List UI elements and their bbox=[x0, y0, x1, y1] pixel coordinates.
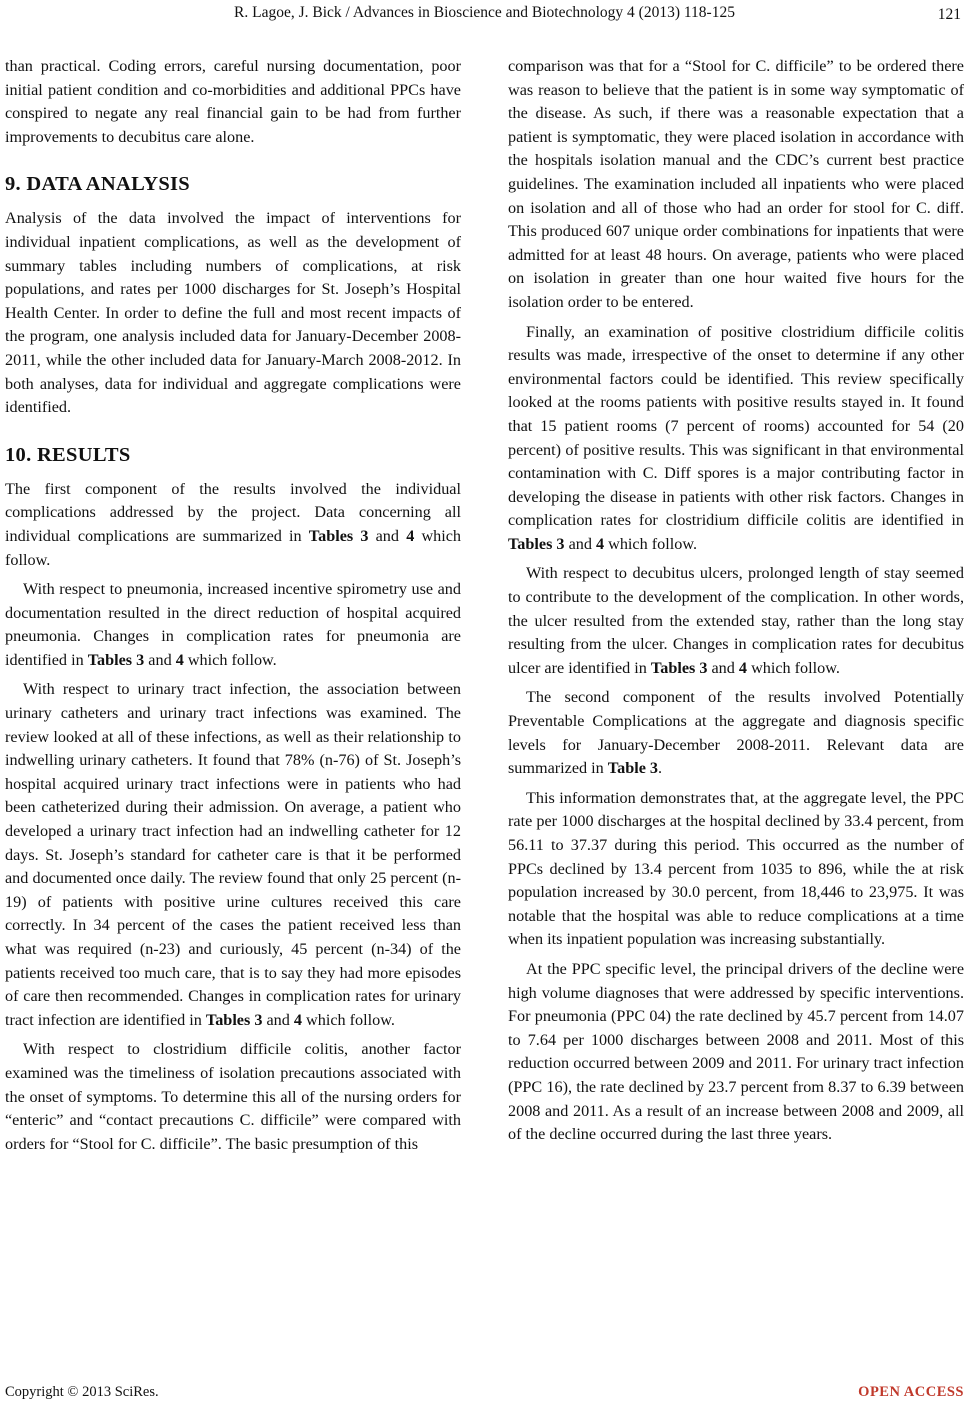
table-reference-link[interactable]: Tables 3 bbox=[308, 526, 369, 545]
text: and bbox=[707, 658, 739, 677]
right-column bbox=[508, 55, 964, 1147]
table-reference-link[interactable]: Tables 3 bbox=[205, 1010, 263, 1029]
paragraph: At the PPC specific level, the principal drivers of the decline were high volume diagnoses that were addressed by specific interventions. For pneumonia (PPC 04) the rate declined by 45.7 percent from 14.07 to 7.64 per 1000 discharges between 2008 and 2011. Most of this reduction occurred between 2009 and 2011. For urinary tract infection (PPC 16), the rate declined by 23.7 percent from 8.37 to 6.39 between 2008 and 2011. As a result of an increase between 2008 and 2009, all of the decline occurred during the last three years. bbox=[508, 959, 964, 1144]
text: Finally, an examination of positive clostridium difficile colitis results was made, irrespective of the onset to determine if any other environmental factors could be identified. This review specifically looked at the rooms patients with positive results stayed in. It found that 15 patient rooms (7 percent of rooms) accounted for 54 (20 percent) of positive results. This was significant in that environmental contamination with C. Diff spores is a major contributing factor in developing the disease in patients with other risk factors. Changes in complication rates for clostridium difficile colitis are identified in bbox=[508, 322, 964, 530]
paragraph: With respect to clostridium difficile colitis, another factor examined was the timeliness of isolation precautions associated with the onset of symptoms. To determine this all of the nursing orders for “enteric” and “contact precautions C. difficile” were compared with orders for “Stool for C. difficile”. The basic presumption of this bbox=[5, 1040, 461, 1153]
paragraph: This information demonstrates that, at the aggregate level, the PPC rate per 1000 discharges at the hospital declined by 33.4 percent, from 56.11 to 37.37 during this period. This occurred as the number of PPCs declined by 13.4 percent from 1035 to 896, while the at risk population increased by 30.0 percent, from 18,446 to 23,975. It was notable that the hospital was able to reduce complications at a time when its inpatient population was increasing substantially. bbox=[508, 788, 964, 949]
copyright-notice: Copyright © 2013 SciRes. bbox=[5, 1384, 159, 1400]
page-number: 121 bbox=[937, 6, 961, 23]
section-heading-data-analysis: 9. DATA ANALYSIS bbox=[5, 173, 190, 196]
running-header bbox=[0, 4, 969, 26]
open-access-label: OPEN ACCESS bbox=[858, 1384, 964, 1400]
paragraph bbox=[5, 678, 461, 1032]
running-title: R. Lagoe, J. Bick / Advances in Bioscience and Biotechnology 4 (2013) 118-125 bbox=[234, 4, 735, 21]
paragraph bbox=[508, 562, 964, 680]
text: which follow. bbox=[5, 526, 462, 569]
table-reference-link[interactable]: 4 bbox=[738, 658, 748, 677]
text: which follow. bbox=[604, 534, 698, 553]
text: With respect to decubitus ulcers, prolonged length of stay seemed to contribute to the development of the complication. In other words, the ulcer resulted from the extended stay, rather than the long stay resulting from the ulcer. Changes in complication rates for decubitus ulcer are identified in bbox=[508, 564, 964, 677]
text: With respect to urinary tract infection, the association between urinary catheters and urinary tract infections was examined. The review looked at all of these infections, as well as their relationship to indwelling urinary catheters. It found that 78% (n-76) of St. Joseph’s hospital acquired urinary tract infections were in patients who had been catheterized during their admission. On average, a patient who developed a urinary tract infection had an indwelling catheter for 12 days. St. Joseph’s standard for catheter care is that it be performed and documented once daily. The review found that only 25 percent (n-19) of patients with positive urine cultures received this care correctly. In 34 percent of the cases the patient received less than what was required (n-23) and curiously, 45 percent (n-34) of the patients received too much care, that is to say they had more episodes of care then recommended. Changes in complication rates for urinary tract infection are identified in bbox=[5, 680, 461, 1029]
paragraph: comparison was that for a “Stool for C. difficile” to be ordered there was reason to believe that the patient is in some way symptomatic of the disease. As such, if there was a reasonable expectation that a patient is symptomatic, they were placed isolation in accordance with the hospitals isolation manual and the CDC’s current best practice guidelines. The examination included all inpatients who were placed on isolation and all of those who had an order for stool for C. diff. This produced 607 unique order combinations for inpatients that were admitted for at least 48 hours. On average, patients who were placed on isolation in greater than one hour waited five hours for the isolation order to be entered. bbox=[508, 57, 964, 311]
table-reference-link[interactable]: Tables 3 bbox=[508, 534, 565, 553]
section-heading-results: 10. RESULTS bbox=[5, 443, 131, 466]
text: The first component of the results involved the individual complications addressed by the project. Data concerning all individual complications are summarized in bbox=[5, 479, 461, 545]
table-reference-link[interactable]: Tables 3 bbox=[650, 658, 708, 677]
table-reference-link[interactable]: Tables 3 bbox=[87, 650, 145, 669]
table-reference-link[interactable]: Table 3 bbox=[607, 759, 659, 778]
text: and bbox=[564, 534, 596, 553]
table-reference-link[interactable]: 4 bbox=[175, 650, 184, 669]
left-column bbox=[5, 55, 461, 1156]
paragraph bbox=[5, 478, 461, 572]
paragraph: than practical. Coding errors, careful nursing documentation, poor initial patient condition and co-morbidities and additional PPCs have conspired to negate any real financial gain to be had from further improvements to decubitus care alone. bbox=[5, 57, 461, 146]
text: which follow. bbox=[183, 650, 277, 669]
paragraph: Analysis of the data involved the impact of interventions for individual inpatient complications, as well as the development of summary tables including numbers of complications, at risk populations, and rates per 1000 discharges for St. Joseph’s Hospital Health Center. In order to define the full and most recent impacts of the program, one analysis included data for January-December 2008-2011, while the other included data for January-March 2008-2012. In both analyses, data for individual and aggregate complications were identified. bbox=[5, 209, 461, 417]
text: which follow. bbox=[747, 658, 840, 677]
paragraph bbox=[508, 686, 964, 780]
text: The second component of the results involved Potentially Preventable Complications at the aggregate and diagnosis specific levels for January-December 2008-2011. Relevant data are summarized in bbox=[508, 688, 964, 778]
paragraph bbox=[5, 578, 461, 672]
table-reference-link[interactable]: 4 bbox=[406, 526, 415, 545]
text: and bbox=[144, 650, 176, 669]
table-reference-link[interactable]: 4 bbox=[293, 1010, 302, 1029]
paragraph bbox=[508, 321, 964, 557]
text: and bbox=[262, 1010, 294, 1029]
text: and bbox=[368, 526, 407, 545]
text: With respect to pneumonia, increased incentive spirometry use and documentation resulted in the direct reduction of hospital acquired pneumonia. Changes in complication rates for pneumonia are identified in bbox=[5, 580, 461, 669]
text: . bbox=[658, 759, 663, 778]
table-reference-link[interactable]: 4 bbox=[596, 534, 605, 553]
text: which follow. bbox=[302, 1010, 395, 1029]
